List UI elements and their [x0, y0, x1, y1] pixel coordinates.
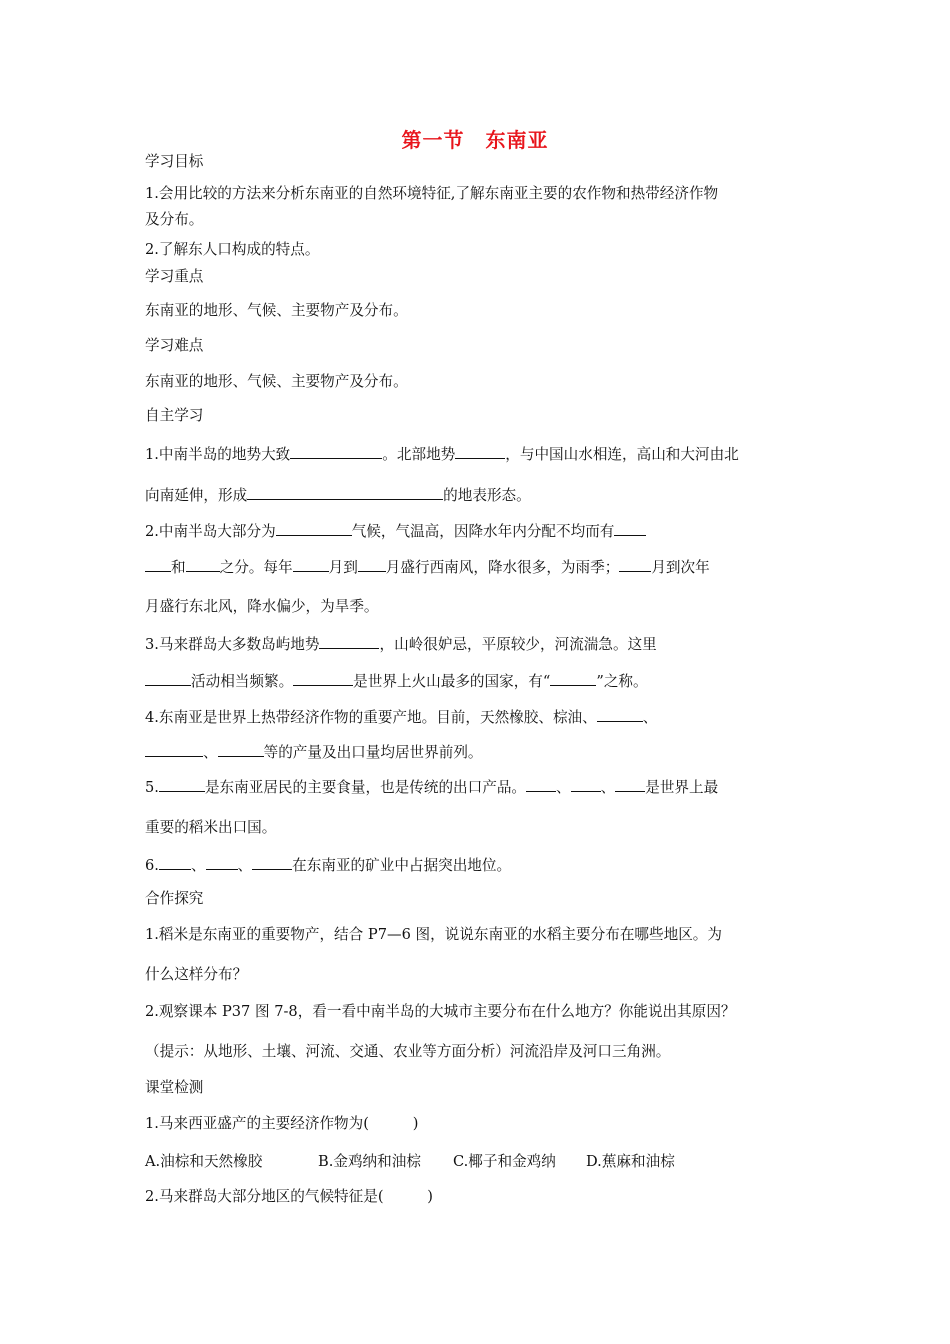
objectives-heading: 学习目标	[145, 153, 204, 170]
answer-blank[interactable]	[526, 776, 556, 792]
question-3-line-2: 活动相当频繁。 是世界上火山最多的国家，有“ ”之称。	[145, 670, 825, 692]
key-points-heading: 学习重点	[145, 268, 204, 285]
answer-blank[interactable]	[159, 854, 191, 870]
answer-blank[interactable]	[597, 706, 643, 722]
cooperation-line-2: 什么这样分布？	[145, 966, 248, 983]
option-d[interactable]: D.蕉麻和油棕	[586, 1153, 675, 1170]
difficulties-heading: 学习难点	[145, 337, 204, 354]
question-3-line-1: 3.马来群岛大多数岛屿地势 ，山岭很妒忌，平原较少，河流湍急。这里	[145, 633, 825, 655]
answer-blank[interactable]	[145, 556, 171, 572]
answer-blank[interactable]	[614, 520, 646, 536]
page-title: 第一节 东南亚	[401, 128, 549, 152]
answer-blank[interactable]	[206, 854, 238, 870]
classroom-test-heading: 课堂检测	[145, 1079, 204, 1096]
question-2-line-2: 和 之分。每年 月到 月盛行西南风，降水很多，为雨季； 月到次年	[145, 556, 825, 578]
answer-blank[interactable]	[571, 776, 601, 792]
answer-blank[interactable]	[290, 443, 382, 459]
cooperation-line-4: （提示：从地形、土壤、河流、交通、农业等方面分析）河流沿岸及河口三角洲。	[145, 1043, 671, 1060]
answer-blank[interactable]	[218, 741, 264, 757]
objective-line-3: 2.了解东人口构成的特点。	[145, 241, 320, 258]
answer-blank[interactable]	[276, 520, 352, 536]
cooperation-line-1: 1.稻米是东南亚的重要物产，结合 P7—6 图，说说东南亚的水稻主要分布在哪些地区。为	[145, 926, 722, 943]
answer-blank[interactable]	[247, 484, 443, 500]
answer-blank[interactable]	[358, 556, 386, 572]
question-4-line-2: 、 等的产量及出口量均居世界前列。	[145, 741, 825, 763]
test-question-1: 1.马来西亚盛产的主要经济作物为( )	[145, 1115, 419, 1132]
answer-blank[interactable]	[615, 776, 645, 792]
answer-blank[interactable]	[293, 670, 353, 686]
objective-line-1: 1.会用比较的方法来分析东南亚的自然环境特征,了解东南亚主要的农作物和热带经济作物	[145, 185, 719, 202]
answer-blank[interactable]	[550, 670, 596, 686]
key-points-text: 东南亚的地形、气候、主要物产及分布。	[145, 302, 408, 319]
answer-blank[interactable]	[619, 556, 651, 572]
question-2-line-3: 月盛行东北风，降水偏少，为旱季。	[145, 598, 379, 615]
test-question-2: 2.马来群岛大部分地区的气候特征是( )	[145, 1188, 434, 1205]
answer-blank[interactable]	[293, 556, 329, 572]
question-5-line-2: 重要的稻米出口国。	[145, 819, 277, 836]
answer-blank[interactable]	[159, 776, 205, 792]
question-1-line-1: 1.中南半岛的地势大致 。北部地势 ，与中国山水相连，高山和大河由北	[145, 443, 825, 465]
question-6-line-1: 6. 、 、 在东南亚的矿业中占据突出地位。	[145, 854, 825, 876]
question-2-line-1: 2.中南半岛大部分为 气候，气温高，因降水年内分配不均而有	[145, 520, 825, 542]
difficulties-text: 东南亚的地形、气候、主要物产及分布。	[145, 373, 408, 390]
question-4-line-1: 4.东南亚是世界上热带经济作物的重要产地。目前，天然橡胶、棕油、 、	[145, 706, 825, 728]
question-1-line-2: 向南延伸，形成 的地表形态。	[145, 484, 825, 506]
answer-blank[interactable]	[319, 633, 379, 649]
option-b[interactable]: B.金鸡纳和油棕	[318, 1153, 421, 1170]
cooperation-line-3: 2.观察课本 P37 图 7-8，看一看中南半岛的大城市主要分布在什么地方？你能说出其原因？	[145, 1003, 736, 1020]
answer-blank[interactable]	[455, 443, 505, 459]
answer-blank[interactable]	[186, 556, 220, 572]
option-a[interactable]: A.油棕和天然橡胶	[145, 1153, 263, 1170]
option-c[interactable]: C.椰子和金鸡纳	[453, 1153, 556, 1170]
self-study-heading: 自主学习	[145, 407, 204, 424]
cooperation-heading: 合作探究	[145, 890, 204, 907]
answer-blank[interactable]	[252, 854, 292, 870]
answer-blank[interactable]	[145, 741, 203, 757]
question-5-line-1: 5. 是东南亚居民的主要食量，也是传统的出口产品。 、 、 是世界上最	[145, 776, 825, 798]
objective-line-2: 及分布。	[145, 211, 204, 228]
answer-blank[interactable]	[145, 670, 191, 686]
